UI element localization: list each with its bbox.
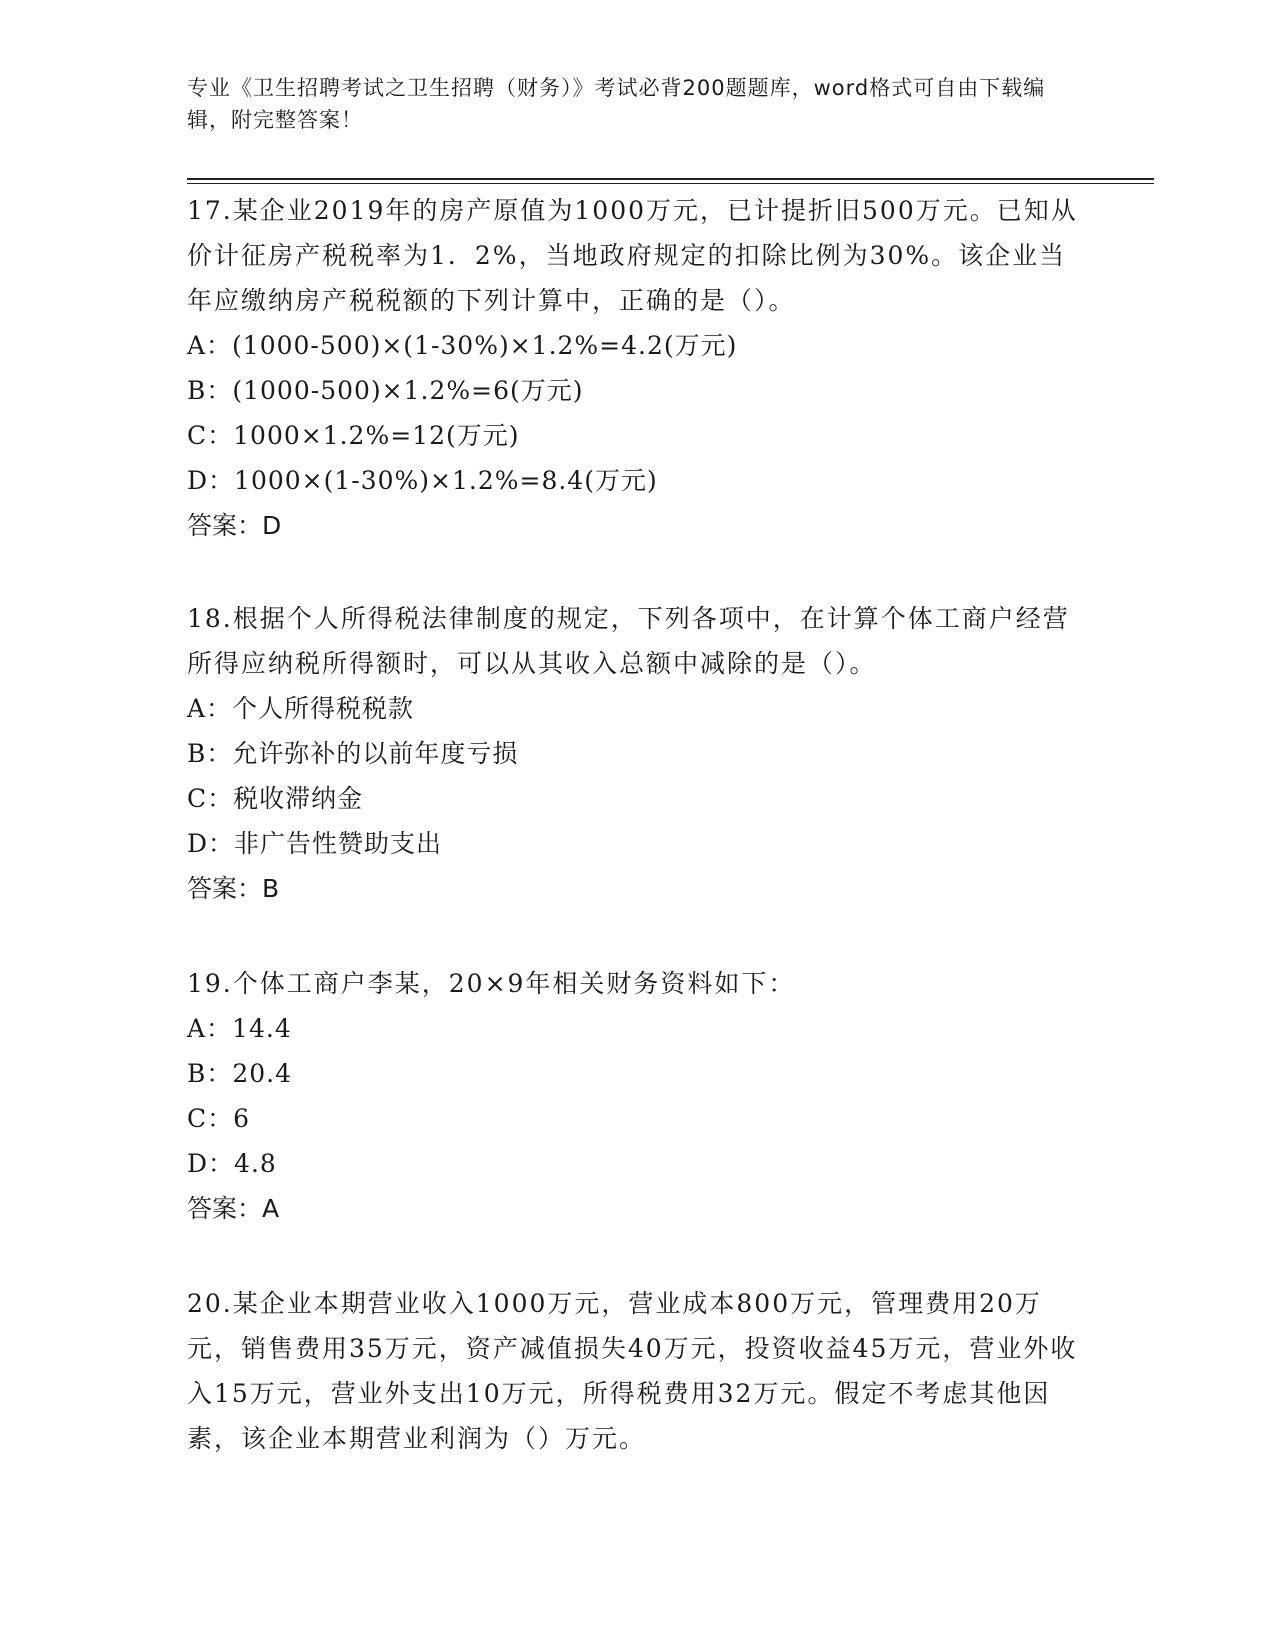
answer-line: 答案：A [187,1194,280,1223]
option-d: D：1000×(1-30%)×1.2%=8.4(万元) [187,466,658,495]
option-c: C：税收滞纳金 [187,784,364,813]
option-c: C：6 [187,1104,251,1133]
question-stem: 20.某企业本期营业收入1000万元，营业成本800万元，管理费用20万元，销售费用35万元，资产减值损失40万元，投资收益45万元，营业外收入15万元，营业外支出10万元，所得税费用32万元。假定不考虑其他因素，该企业本期营业利润为（）万元。 [187,1289,1078,1453]
option-b: B：20.4 [187,1059,293,1088]
document-header: 专业《卫生招聘考试之卫生招聘（财务）》考试必背200题题库，word格式可自由下载编辑，附完整答案！ [187,76,1046,132]
answer-line: 答案：B [187,874,280,903]
question-18 [187,596,1087,911]
option-d: D：非广告性赞助支出 [187,829,443,858]
question-stem: 17.某企业2019年的房产原值为1000万元，已计提折旧500万元。已知从价计征房产税税率为1．2%，当地政府规定的扣除比例为30%。该企业当年应缴纳房产税税额的下列计算中，正确的是（）。 [187,196,1078,315]
option-a: A：14.4 [187,1014,292,1043]
question-stem: 19.个体工商户李某，20×9年相关财务资料如下： [187,969,796,998]
question-19 [187,961,1087,1231]
question-17 [187,188,1087,548]
answer-line: 答案：D [187,511,282,540]
option-c: C：1000×1.2%=12(万元) [187,421,520,450]
option-a: A：个人所得税税款 [187,694,415,723]
option-b: B：允许弥补的以前年度亏损 [187,739,519,768]
question-20 [187,1281,1087,1461]
question-stem: 18.根据个人所得税法律制度的规定，下列各项中，在计算个体工商户经营所得应纳税所得额时，可以从其收入总额中减除的是（）。 [187,604,1070,678]
header-divider-thick [187,178,1154,180]
option-d: D：4.8 [187,1149,277,1178]
header-divider-thin [187,183,1154,184]
option-a: A：(1000-500)×(1-30%)×1.2%=4.2(万元) [187,331,738,360]
option-b: B：(1000-500)×1.2%=6(万元) [187,376,584,405]
